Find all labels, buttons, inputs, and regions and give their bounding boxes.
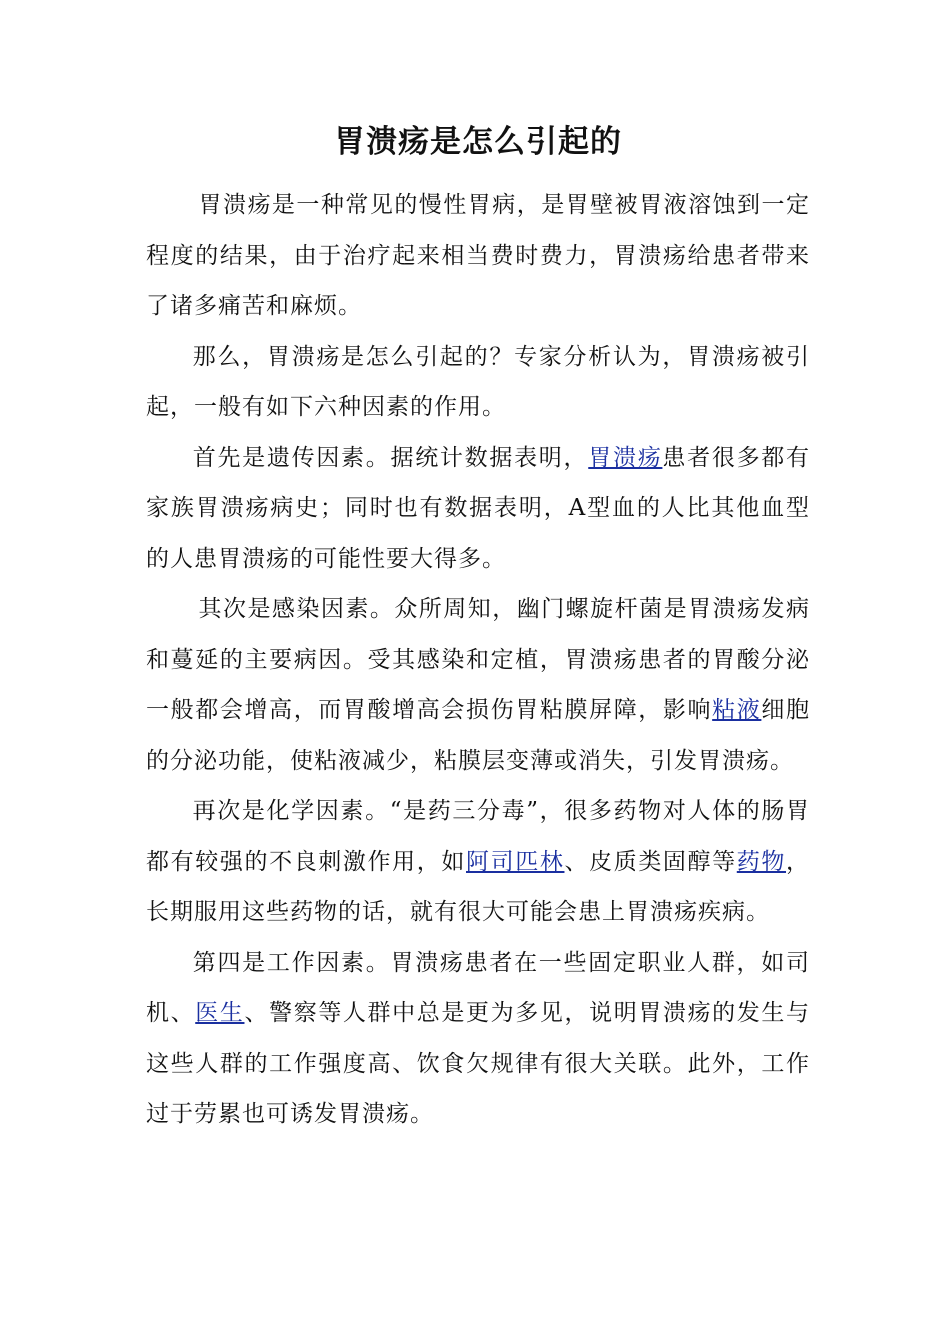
- paragraph-4-text-a: 其次是感染因素。众所周知，幽门螺旋杆菌是胃溃疡发病和蔓延的主要病因。受其感染和定植，胃溃疡患者的胃酸分泌一般都会增高，而胃酸增高会损伤胃粘膜屏障，影响: [146, 596, 810, 723]
- link-medicine[interactable]: 药物: [736, 848, 787, 875]
- link-aspirin[interactable]: 阿司匹林: [466, 848, 565, 875]
- paragraph-5: [146, 786, 810, 938]
- paragraph-1: [146, 180, 810, 332]
- paragraph-6: [146, 938, 810, 1140]
- paragraph-2-text: 那么，胃溃疡是怎么引起的？专家分析认为，胃溃疡被引起，一般有如下六种因素的作用。: [146, 343, 810, 420]
- paragraph-3-text-b: 患者很多都有家族胃溃疡病史；同时也有数据表明，A型血的人比其他血型的人患胃溃疡的可能性要大得多。: [146, 444, 811, 572]
- document-page: [146, 112, 810, 1140]
- link-mucus[interactable]: 粘液: [712, 697, 762, 723]
- paragraph-5-text-b: 、皮质类固醇等: [564, 848, 737, 875]
- paragraph-6-text-b: 、警察等人群中总是更为多见，说明胃溃疡的发生与这些人群的工作强度高、饮食欠规律有很大关联。此外，工作过于劳累也可诱发胃溃疡。: [146, 1000, 811, 1127]
- paragraph-5-text-c: ，长期服用这些药物的话，就有很大可能会患上胃溃疡疾病。: [146, 848, 811, 925]
- link-gastric-ulcer[interactable]: 胃溃疡: [588, 444, 663, 471]
- paragraph-3-text-a: 首先是遗传因素。据统计数据表明，: [192, 444, 589, 471]
- link-doctor[interactable]: 医生: [195, 1000, 245, 1026]
- paragraph-4: [146, 584, 810, 786]
- paragraph-3: [146, 433, 810, 585]
- paragraph-1-text: 胃溃疡是一种常见的慢性胃病，是胃壁被胃液溶蚀到一定程度的结果，由于治疗起来相当费时费力，胃溃疡给患者带来了诸多痛苦和麻烦。: [146, 192, 810, 319]
- document-title: 胃溃疡是怎么引起的: [334, 124, 622, 160]
- paragraph-6-text-a: 第四是工作因素。胃溃疡患者在一些固定职业人群，如司机、: [146, 949, 810, 1026]
- paragraph-5-text-a: 再次是化学因素。“是药三分毒”，很多药物对人体的肠胃都有较强的不良刺激作用，如: [146, 798, 810, 875]
- paragraph-2: [146, 332, 810, 433]
- paragraph-4-text-b: 细胞的分泌功能，使粘液减少，粘膜层变薄或消失，引发胃溃疡。: [146, 697, 811, 774]
